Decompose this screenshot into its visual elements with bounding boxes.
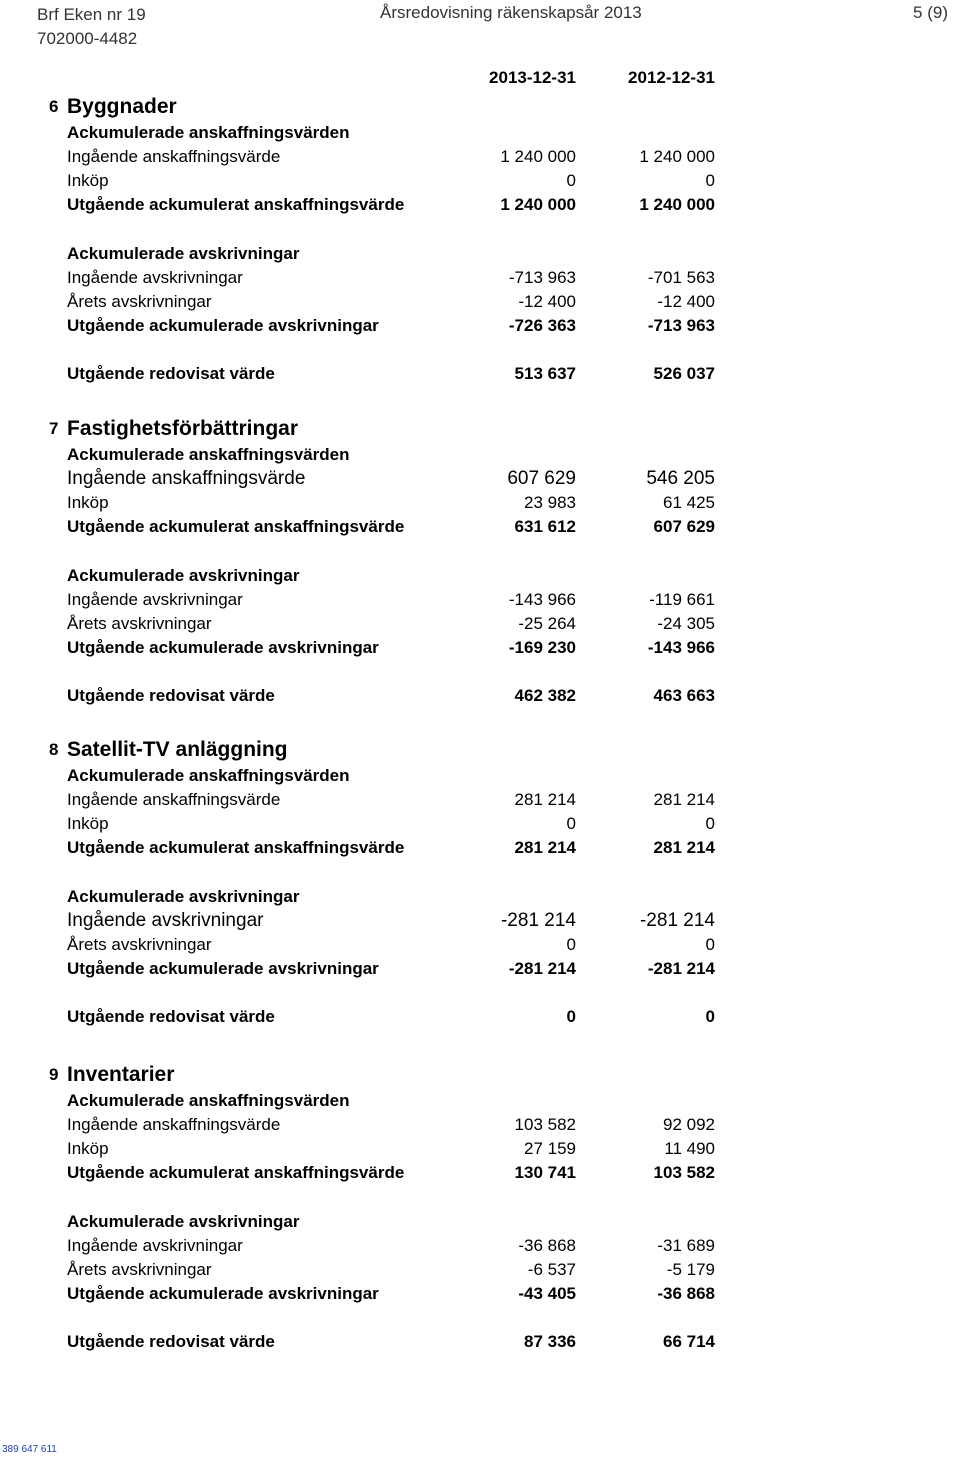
value-2012: -281 214 <box>647 959 715 978</box>
value-2013: 1 240 000 <box>500 147 576 166</box>
value-2012: 92 092 <box>663 1115 715 1134</box>
value-2012: -12 400 <box>657 292 715 311</box>
value-2012: 463 663 <box>653 686 715 705</box>
row-label: Ingående avskrivningar <box>67 590 243 609</box>
value-2012: 607 629 <box>653 517 715 536</box>
header-org <box>37 3 146 51</box>
row-label: Utgående ackumulerat anskaffningsvärde <box>67 195 405 214</box>
value-2012: 0 <box>705 171 715 190</box>
table-row <box>0 1282 960 1306</box>
value-2013: 631 612 <box>514 517 576 536</box>
table-row <box>0 909 960 933</box>
value-2012: 0 <box>705 935 715 954</box>
table-row <box>0 121 960 145</box>
table-row <box>0 169 960 193</box>
table-row <box>0 1161 960 1185</box>
table-row <box>0 764 960 788</box>
row-label: Utgående redovisat värde <box>67 364 275 383</box>
row-label: Utgående redovisat värde <box>67 686 275 705</box>
value-2013: -12 400 <box>518 292 576 311</box>
table-row <box>0 242 960 266</box>
row-label: Inköp <box>67 493 109 512</box>
table-row <box>0 1210 960 1234</box>
table-row <box>0 1137 960 1161</box>
row-label: Utgående ackumulerat anskaffningsvärde <box>67 517 405 536</box>
row-label: Ingående avskrivningar <box>67 910 264 931</box>
value-2013: -25 264 <box>518 614 576 633</box>
table-row <box>0 812 960 836</box>
value-2012: 0 <box>705 814 715 833</box>
value-2013: -713 963 <box>508 268 576 287</box>
value-2012: -5 179 <box>666 1260 715 1279</box>
table-row <box>0 564 960 588</box>
table-row <box>0 788 960 812</box>
row-label: Utgående ackumulerade avskrivningar <box>67 638 379 657</box>
value-2013: 462 382 <box>514 686 576 705</box>
value-2013: 103 582 <box>514 1115 576 1134</box>
row-label: Ackumulerade anskaffningsvärden <box>67 445 350 464</box>
table-row <box>0 933 960 957</box>
value-2013: 0 <box>566 171 576 190</box>
table-row <box>0 588 960 612</box>
row-label: Utgående ackumulerade avskrivningar <box>67 959 379 978</box>
row-label: Inköp <box>67 814 109 833</box>
column-header-2012: 2012-12-31 <box>628 68 715 87</box>
table-row <box>0 1330 960 1354</box>
row-label: Ackumulerade anskaffningsvärden <box>67 123 350 142</box>
value-2013: 0 <box>566 814 576 833</box>
row-label: Utgående ackumulerat anskaffningsvärde <box>67 838 405 857</box>
note-title: Satellit-TV anläggning <box>67 738 288 761</box>
table-row <box>0 443 960 467</box>
row-label: Utgående ackumulerade avskrivningar <box>67 1284 379 1303</box>
row-label: Ingående avskrivningar <box>67 1236 243 1255</box>
footer-code: 389 647 611 <box>2 1444 57 1455</box>
value-2012: 526 037 <box>653 364 715 383</box>
table-row <box>0 1089 960 1113</box>
note-number: 6 <box>49 97 59 116</box>
value-2013: 513 637 <box>514 364 576 383</box>
note-number: 8 <box>49 740 59 759</box>
org-name: Brf Eken nr 19 <box>37 5 146 24</box>
note-title: Fastighetsförbättringar <box>67 417 299 440</box>
value-2013: 607 629 <box>507 468 576 489</box>
value-2013: -143 966 <box>508 590 576 609</box>
value-2012: 61 425 <box>663 493 715 512</box>
value-2012: -31 689 <box>657 1236 715 1255</box>
value-2013: 1 240 000 <box>500 195 576 214</box>
row-label: Utgående ackumulerat anskaffningsvärde <box>67 1163 405 1182</box>
table-row <box>0 266 960 290</box>
note-title: Inventarier <box>67 1063 175 1086</box>
row-label: Ackumulerade anskaffningsvärden <box>67 1091 350 1110</box>
value-2013: 0 <box>566 1007 576 1026</box>
value-2012: -119 661 <box>649 590 715 609</box>
value-2013: 27 159 <box>524 1139 576 1158</box>
value-2013: -726 363 <box>508 316 576 335</box>
value-2012: 281 214 <box>653 790 715 809</box>
value-2012: -701 563 <box>647 268 715 287</box>
row-label: Ackumulerade avskrivningar <box>67 244 300 263</box>
value-2012: -143 966 <box>647 638 715 657</box>
table-row <box>0 684 960 708</box>
value-2013: 23 983 <box>524 493 576 512</box>
value-2012: 546 205 <box>646 468 715 489</box>
row-label: Utgående ackumulerade avskrivningar <box>67 316 379 335</box>
row-label: Ackumulerade avskrivningar <box>67 566 300 585</box>
table-row <box>0 1113 960 1137</box>
row-label: Årets avskrivningar <box>67 614 212 633</box>
table-row <box>0 1005 960 1029</box>
org-number: 702000-4482 <box>37 29 138 48</box>
table-row <box>0 636 960 660</box>
row-label: Ingående anskaffningsvärde <box>67 1115 281 1134</box>
table-row <box>0 290 960 314</box>
value-2012: 281 214 <box>653 838 715 857</box>
row-label: Ackumulerade anskaffningsvärden <box>67 766 350 785</box>
table-row <box>0 957 960 981</box>
row-label: Årets avskrivningar <box>67 935 212 954</box>
row-label: Ingående anskaffningsvärde <box>67 790 281 809</box>
row-label: Årets avskrivningar <box>67 292 212 311</box>
value-2013: 130 741 <box>514 1163 576 1182</box>
value-2012: -281 214 <box>639 910 715 931</box>
row-label: Ackumulerade avskrivningar <box>67 1212 300 1231</box>
doc-title: Årsredovisning räkenskapsår 2013 <box>380 3 642 22</box>
value-2012: 0 <box>705 1007 715 1026</box>
value-2013: -36 868 <box>518 1236 576 1255</box>
row-label: Inköp <box>67 1139 109 1158</box>
table-row <box>0 362 960 386</box>
table-row <box>0 314 960 338</box>
row-label: Inköp <box>67 171 109 190</box>
row-label: Ingående anskaffningsvärde <box>67 147 281 166</box>
value-2012: 1 240 000 <box>639 195 715 214</box>
note-number: 9 <box>49 1065 59 1084</box>
value-2013: -169 230 <box>508 638 576 657</box>
row-label: Utgående redovisat värde <box>67 1007 275 1026</box>
value-2012: -24 305 <box>657 614 715 633</box>
row-label: Ingående anskaffningsvärde <box>67 468 306 489</box>
table-row <box>0 515 960 539</box>
row-label: Ackumulerade avskrivningar <box>67 887 300 906</box>
value-2013: 281 214 <box>514 790 576 809</box>
column-header-2013: 2013-12-31 <box>489 68 576 87</box>
table-row <box>0 1234 960 1258</box>
table-row <box>0 467 960 491</box>
row-label: Årets avskrivningar <box>67 1260 212 1279</box>
table-row <box>0 491 960 515</box>
value-2013: -6 537 <box>527 1260 576 1279</box>
table-row <box>0 612 960 636</box>
value-2012: 1 240 000 <box>639 147 715 166</box>
note-title: Byggnader <box>67 95 177 118</box>
value-2013: 87 336 <box>524 1332 576 1351</box>
value-2013: 0 <box>566 935 576 954</box>
table-row <box>0 836 960 860</box>
value-2012: 103 582 <box>653 1163 715 1182</box>
value-2012: 66 714 <box>663 1332 715 1351</box>
value-2013: 281 214 <box>514 838 576 857</box>
value-2013: -281 214 <box>500 910 576 931</box>
table-row <box>0 1258 960 1282</box>
table-row <box>0 193 960 217</box>
value-2012: -36 868 <box>657 1284 715 1303</box>
note-number: 7 <box>49 419 59 438</box>
row-label: Ingående avskrivningar <box>67 268 243 287</box>
row-label: Utgående redovisat värde <box>67 1332 275 1351</box>
value-2013: -43 405 <box>518 1284 576 1303</box>
table-row <box>0 145 960 169</box>
value-2012: -713 963 <box>647 316 715 335</box>
page-number: 5 (9) <box>913 3 948 22</box>
value-2013: -281 214 <box>508 959 576 978</box>
table-row <box>0 885 960 909</box>
value-2012: 11 490 <box>664 1139 715 1158</box>
